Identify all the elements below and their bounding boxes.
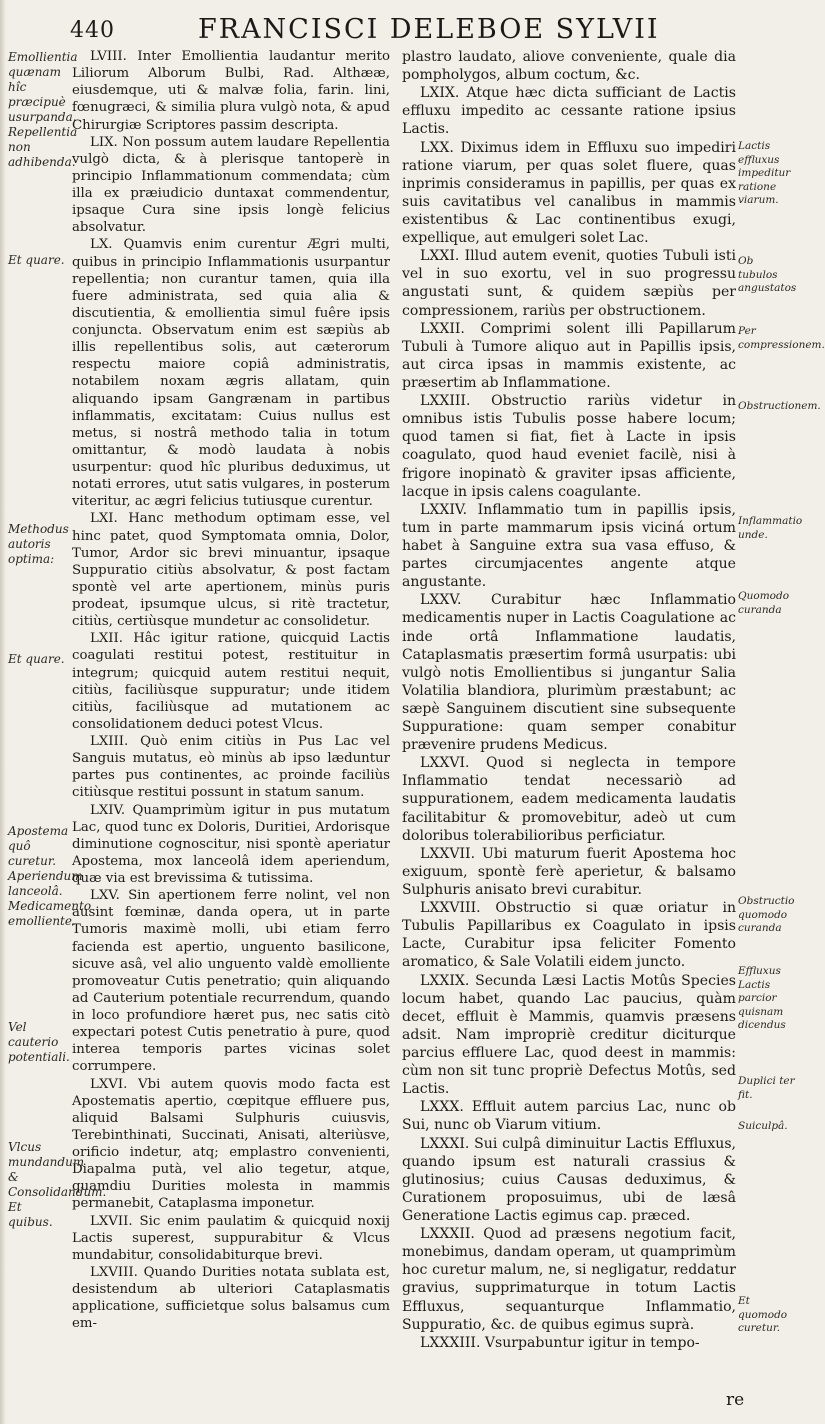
paragraph: LXXXIII. Vsurpabuntur igitur in tempo- — [420, 1334, 700, 1351]
paragraph: LXXI. Illud autem evenit, quoties Tubuli isti vel in suo exortu, vel in suo progressu angustati sunt, & quidem sæpiùs per compressionem, rariùs per obstructionem. — [402, 248, 736, 319]
paragraph: LXXIII. Obstructio rariùs videtur in omnibus istis Tubulis posse habere locum; quod tamen si fiat, fiet à Lacte in ipsis coagulato, quod haud eveniet facilè, nisi à frigore inopinatò & graviter ipsas afficiente, lacque in ipsis calens coagulante. — [402, 393, 736, 500]
paragraph: LXIII. Quò enim citiùs in Pus Lac vel Sanguis mutatus, eò minùs ab ipso læduntur partes pus continentes, ac proinde faciliùs citiùsque restitui possunt in statum sanum. — [72, 734, 390, 801]
margin-note-right: Duplici ter fit. — [738, 1075, 795, 1101]
page-edge-shadow — [0, 0, 6, 1424]
margin-note-right: Et quomodo curetur. — [738, 1295, 788, 1334]
paragraph: LVIII. Inter Emollientia laudantur merito Liliorum Alborum Bulbi, Rad. Althææ, eiusdemque, uti & malvæ folia, farin. lini, fœnugræci, & similia plura vulgò nota, & apud Chirurgiæ Scriptores passim descripta. — [72, 49, 390, 133]
margin-note-right: Effluxus Lactis parcior quisnam dicendus — [738, 965, 786, 1031]
paragraph: LX. Quamvis enim curentur Ægri multi, quibus in principio Inflammationis usurpantur repellentia; non curantur tamen, quia illa fuere administrata, sed quia alia & discutientia, & emollientia simul fuêre ipsis conjuncta. Observatum enim est sæpiùs ab illis repellentibus solis, aut cæterorum respectu maiore copiâ administratis, notabilem noxam ægris allatam, quin aliquando ipsam Gangrænam in partibus inflammatis, excitatam: Cuius nullus est metus, si nostrâ methodo talia in totum omittantur, & modò laudata à nobis usurpentur: quod hîc pluribus deduximus, ut notati errores, utut satis vulgares, in posterum viteritur, ac ægri felicius tutiusque curentur. — [72, 237, 390, 510]
margin-note-right: Per compressionem. — [738, 325, 825, 351]
margin-note-left: Emollientia quænam hîc præcipuè usurpanda. Repellentia non adhibenda. — [8, 50, 78, 169]
right-text-column — [402, 48, 736, 1352]
paragraph: plastro laudato, aliove conveniente, quale dia pompholygos, album coctum, &c. — [402, 49, 736, 84]
paragraph: LXXIV. Inflammatio tum in papillis ipsis, tum in parte mammarum ipsis viciná ortum habet à Sanguine extra sua vasa effuso, & partes circumjacentes angente atque angustante. — [402, 501, 736, 591]
paragraph: LXXXII. Quod ad præsens negotium facit, monebimus, dandam operam, ut quamprimùm hoc curetur malum, ne, si negligatur, reddatur gravius, supprimaturque in totum Lactis Effluxus, sequanturque Inflammatio, Suppuratio, &c. de quibus egimus suprà. — [402, 1226, 736, 1333]
paragraph: LXX. Diximus idem in Effluxu suo impediri ratione viarum, per quas solet fluere, quas inprimis consideramus in papillis, per quas ex suis cavitatibus vel canalibus in mammis existentibus & Lac continentibus exugi, expellique, aut emulgeri solet Lac. — [402, 139, 736, 247]
catchword: re — [726, 1390, 745, 1410]
paragraph: LXXV. Curabitur hæc Inflammatio medicamentis nuper in Lactis Coagulatione ac inde ortâ Inflammatione laudatis, Cataplasmatis præsertim formâ usurpatis: ubi vulgò notis Emollientibus si jungantur Salia Volatilia blandiora, plurimùm præstabunt; ac sæpè Sanguinem discutient sine subsequente Suppuratione: quam semper conabitur prævenire prudens Medicus. — [402, 592, 736, 754]
margin-note-left: Vlcus mundandum & Consolidandum. Et quibus. — [8, 1140, 107, 1229]
margin-note-left: Methodus autoris optima: — [8, 522, 69, 566]
margin-note-right: Obstructio quomodo curanda — [738, 895, 795, 934]
margin-note-right: Inflammatio unde. — [738, 515, 803, 541]
paragraph: LXXXI. Sui culpâ diminuitur Lactis Effluxus, quando ipsum est naturali crassius & glutinosius; cuius Causas deduximus, & Curationem proposuimus, ubi de læsâ Generatione Lactis egimus cap. præced. — [402, 1135, 736, 1224]
paragraph: LXV. Sin apertionem ferre nolint, vel non ausint fœminæ, danda opera, ut in parte Tumoris maximè molli, ubi etiam ferro facienda est apertio, unguento basilicone, sicuve asâ, vel alio unguento valdè emolliente promoveatur Cutis penetratio; quin aliquando ad Cauterium potentiale recurrendum, quando in loco profundiore hæret pus, nec satis citò expectari potest Cutis penetratio à pure, quod interea temporis partes vicinas solet corrumpere. — [72, 888, 390, 1075]
page-number: 440 — [70, 18, 115, 43]
paragraph: LXXVI. Quod si neglecta in tempore Inflammatio tendat necessariò ad suppurationem, eadem medicamenta laudatis facilitabitur & promovebitur, adeò ut cum doloribus tolerabilioribus perficiatur. — [402, 755, 736, 844]
paragraph: LXVIII. Quando Durities notata sublata est, desistendum ab ulteriori Cataplasmatis applicatione, sufficietque solus balsamus cum em- — [72, 1264, 390, 1332]
margin-note-left: Et quare. — [8, 253, 65, 267]
paragraph: LXIX. Atque hæc dicta sufficiant de Lactis effluxu impedito ac cessante ratione ipsius Lactis. — [402, 85, 736, 138]
margin-note-right: Quomodo curanda — [738, 590, 790, 616]
paragraph: LIX. Non possum autem laudare Repellentia vulgò dicta, & à plerisque tantoperè in principio Inflammationum commendata; cùm illa ex præiudicio duntaxat commendentur, ipsaque Cura sine ipsis longè felicius absolvatur. — [72, 134, 390, 236]
margin-note-left: Apostema quô curetur. Aperiendum lanceolâ. Medicamento emolliente. — [8, 824, 92, 928]
margin-note-right: Lactis effluxus impeditur ratione viarum. — [738, 140, 791, 206]
left-text-column — [72, 48, 390, 1332]
paragraph: LXXII. Comprimi solent illi Papillarum Tubuli à Tumore aliquo aut in Papillis ipsis, aut circa ipsas in mammis existente, ac præsertim ab Inflammatione. — [402, 320, 736, 391]
margin-note-right: Ob tubulos angustatos — [738, 255, 797, 294]
paragraph: LXIV. Quamprimùm igitur in pus mutatum Lac, quod tunc ex Doloris, Duritiei, Ardorisque diminutione cognoscitur, nisi spontè aperiatur Apostema, mox lanceolâ idem aperiendum, quæ via est brevissima & tutissima. — [72, 802, 390, 886]
paragraph: LXXIX. Secunda Læsi Lactis Motûs Species locum habet, quando Lac paucius, quàm decet, effluit è Mammis, quamvis præsens adsit. Nam impropriè creditur diciturque parcius effluere Lac, quod deest in mammis: cùm non sit tunc propriè Defectus Motûs, sed Lactis. — [402, 972, 736, 1098]
margin-note-left: Et quare. — [8, 652, 65, 666]
margin-note-left: Vel cauterio potentiali. — [8, 1020, 70, 1064]
paragraph: LXII. Hâc igitur ratione, quicquid Lactis coagulati restitui potest, restituitur in integrum; quicquid autem restitui nequit, citiùs, faciliùsque suppuratur; unde itidem citiùs, faciliùsque ad mutationem ac consolidationem deduci potest Vlcus. — [72, 631, 390, 732]
margin-note-right: Suiculpâ. — [738, 1120, 788, 1132]
margin-note-right: Obstructionem. — [738, 400, 821, 412]
running-title: FRANCISCI DELEBOE SYLVII — [198, 14, 660, 45]
paragraph: LXXVII. Ubi maturum fuerit Apostema hoc exiguum, spontè ferè aperietur, & balsamo Sulphuris anisato brevi curabitur. — [402, 845, 736, 899]
paragraph: LXXVIII. Obstructio si quæ oriatur in Tubulis Papillaribus ex Coagulato in ipsis Lacte, Curabitur ipsa feliciter Fomento aromatico, & Sale Volatili eidem juncto. — [402, 900, 736, 971]
paragraph: LXVI. Vbi autem quovis modo facta est Apostematis apertio, cœpitque effluere pus, aliquid Balsami Sulphuris cuiusvis, Terebinthinati, Succinati, Anisati, alteriùsve, orificio indetur, atq; emplastro convenienti, Diapalma putà, vel alio tegetur, atque, quamdiu Durities molesta in mammis permanebit, Cataplasma imponetur. — [72, 1076, 390, 1212]
paragraph: LXI. Hanc methodum optimam esse, vel hinc patet, quod Symptomata omnia, Dolor, Tumor, Ardor sic brevi minuantur, ipsaque Suppuratio citiùs absolvatur, & post factam spontè vel arte apertionem, minùs puris prodeat, ipsumque ulcus, si ritè tractetur, citiùs, certiùsque mundetur ac consolidetur. — [72, 511, 390, 630]
paragraph: LXXX. Effluit autem parcius Lac, nunc ob Sui, nunc ob Viarum vitium. — [402, 1099, 736, 1134]
paragraph: LXVII. Sic enim paulatim & quicquid noxij Lactis superest, suppurabitur & Vlcus mundabitur, consolidabiturque brevi. — [72, 1213, 390, 1263]
